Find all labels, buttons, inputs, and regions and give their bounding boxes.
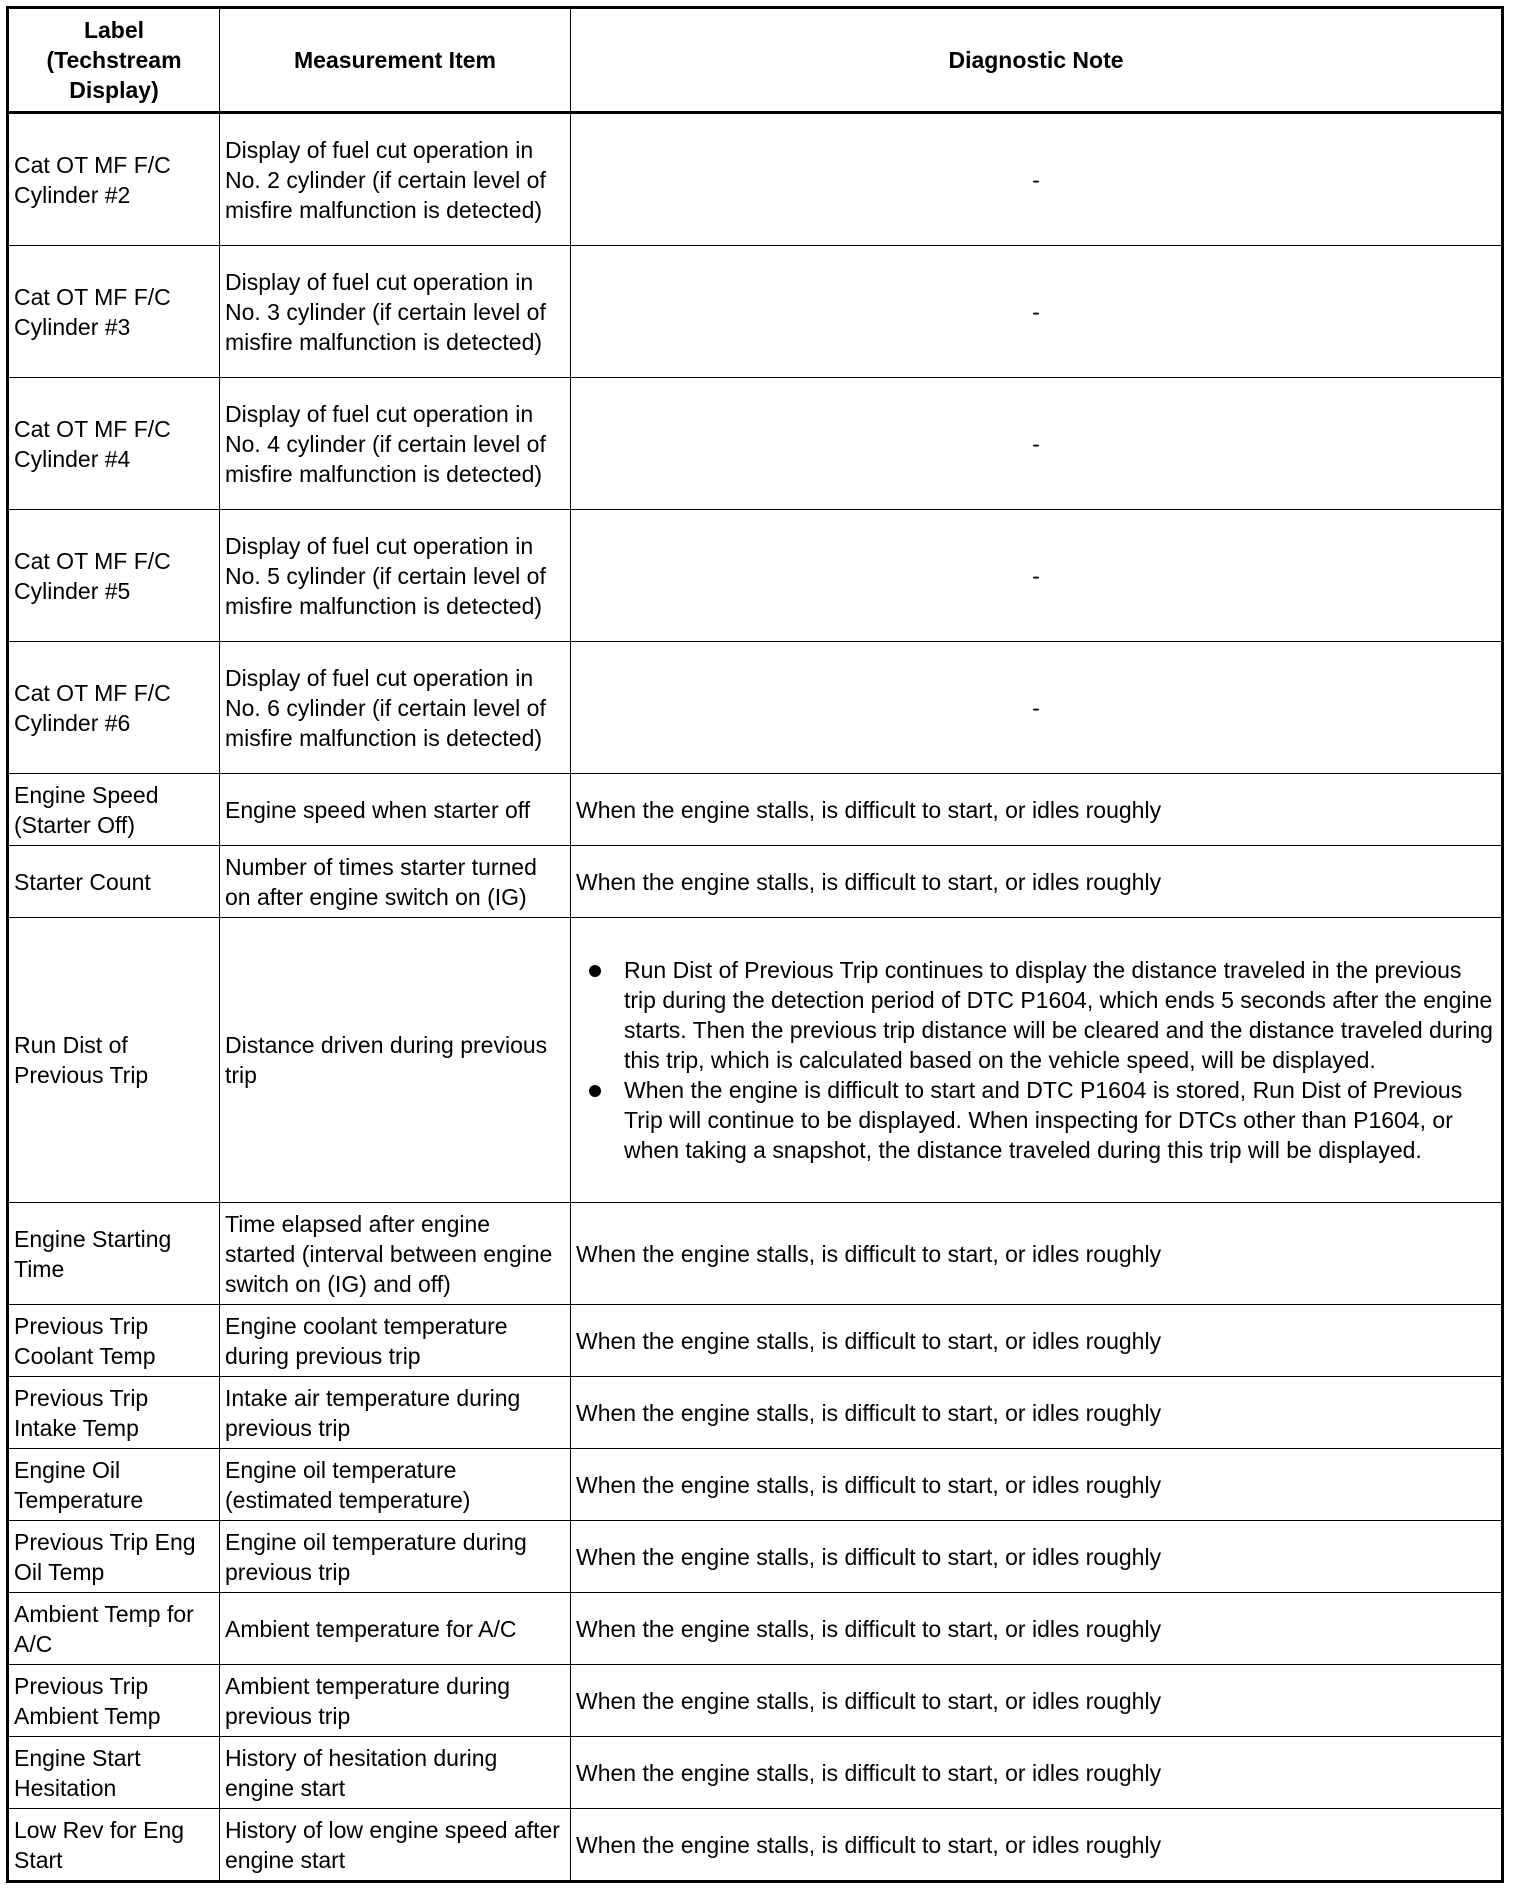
label-cell: Engine Start Hesitation — [8, 1737, 220, 1809]
measurement-item-cell: Display of fuel cut operation in No. 5 cylinder (if certain level of misfire malfunction is detected) — [220, 510, 571, 642]
table-row — [8, 642, 1503, 774]
diagnostic-note-cell: When the engine stalls, is difficult to start, or idles roughly — [571, 774, 1503, 846]
note-list — [576, 955, 1496, 1165]
diagnostic-note-cell: - — [571, 642, 1503, 774]
measurement-item-cell: Ambient temperature during previous trip — [220, 1665, 571, 1737]
table-row — [8, 918, 1503, 1203]
label-cell: Cat OT MF F/C Cylinder #4 — [8, 378, 220, 510]
diagnostic-note-cell: When the engine stalls, is difficult to start, or idles roughly — [571, 1377, 1503, 1449]
label-cell: Cat OT MF F/C Cylinder #5 — [8, 510, 220, 642]
measurement-item-cell: Display of fuel cut operation in No. 2 cylinder (if certain level of misfire malfunction is detected) — [220, 113, 571, 246]
label-cell: Run Dist of Previous Trip — [8, 918, 220, 1203]
label-cell: Engine Oil Temperature — [8, 1449, 220, 1521]
label-cell: Cat OT MF F/C Cylinder #6 — [8, 642, 220, 774]
label-cell: Cat OT MF F/C Cylinder #2 — [8, 113, 220, 246]
diagnostic-note-cell: - — [571, 113, 1503, 246]
measurement-item-cell: Intake air temperature during previous trip — [220, 1377, 571, 1449]
diagnostic-note-cell: When the engine stalls, is difficult to start, or idles roughly — [571, 1203, 1503, 1305]
measurement-item-cell: Display of fuel cut operation in No. 6 cylinder (if certain level of misfire malfunction is detected) — [220, 642, 571, 774]
header-label: Label (Techstream Display) — [8, 8, 220, 113]
table-row — [8, 1665, 1503, 1737]
table-row — [8, 774, 1503, 846]
measurement-item-cell: History of hesitation during engine start — [220, 1737, 571, 1809]
label-cell: Ambient Temp for A/C — [8, 1593, 220, 1665]
label-cell: Previous Trip Eng Oil Temp — [8, 1521, 220, 1593]
diagnostic-note-cell — [571, 918, 1503, 1203]
header-measurement-item: Measurement Item — [220, 8, 571, 113]
measurement-item-cell: Display of fuel cut operation in No. 4 cylinder (if certain level of misfire malfunction is detected) — [220, 378, 571, 510]
diagnostic-note-cell: When the engine stalls, is difficult to start, or idles roughly — [571, 1449, 1503, 1521]
label-cell: Cat OT MF F/C Cylinder #3 — [8, 246, 220, 378]
label-cell: Starter Count — [8, 846, 220, 918]
note-bullet: Run Dist of Previous Trip continues to display the distance traveled in the previous trip during the detection period of DTC P1604, which ends 5 seconds after the engine starts. Then the previous trip distance will be cleared and the distance traveled during this trip, which is calculated based on the vehicle speed, will be displayed. — [624, 955, 1496, 1075]
label-cell: Engine Starting Time — [8, 1203, 220, 1305]
measurement-item-cell: Engine oil temperature (estimated temperature) — [220, 1449, 571, 1521]
measurement-item-cell: Engine oil temperature during previous trip — [220, 1521, 571, 1593]
diagnostic-note-cell: When the engine stalls, is difficult to start, or idles roughly — [571, 1593, 1503, 1665]
table-row — [8, 846, 1503, 918]
table-row — [8, 1593, 1503, 1665]
measurement-item-cell: Engine coolant temperature during previous trip — [220, 1305, 571, 1377]
diagnostic-note-cell: - — [571, 246, 1503, 378]
label-cell: Previous Trip Intake Temp — [8, 1377, 220, 1449]
diagnostic-note-cell: When the engine stalls, is difficult to start, or idles roughly — [571, 846, 1503, 918]
measurement-item-cell: Ambient temperature for A/C — [220, 1593, 571, 1665]
data-monitor-table — [6, 6, 1504, 1883]
note-bullet: When the engine is difficult to start and DTC P1604 is stored, Run Dist of Previous Trip will continue to be displayed. When inspecting for DTCs other than P1604, or when taking a snapshot, the distance traveled during this trip will be displayed. — [624, 1075, 1496, 1165]
measurement-item-cell: History of low engine speed after engine start — [220, 1809, 571, 1882]
diagnostic-note-cell: When the engine stalls, is difficult to start, or idles roughly — [571, 1809, 1503, 1882]
table-row — [8, 1305, 1503, 1377]
label-cell: Previous Trip Ambient Temp — [8, 1665, 220, 1737]
table-row — [8, 1809, 1503, 1882]
label-cell: Low Rev for Eng Start — [8, 1809, 220, 1882]
label-cell: Engine Speed (Starter Off) — [8, 774, 220, 846]
diagnostic-note-cell: - — [571, 378, 1503, 510]
table-row — [8, 1737, 1503, 1809]
diagnostic-note-cell: When the engine stalls, is difficult to start, or idles roughly — [571, 1737, 1503, 1809]
table-row — [8, 1449, 1503, 1521]
table-row — [8, 1377, 1503, 1449]
table-row — [8, 246, 1503, 378]
table-row — [8, 113, 1503, 246]
table-row — [8, 510, 1503, 642]
measurement-item-cell: Display of fuel cut operation in No. 3 cylinder (if certain level of misfire malfunction is detected) — [220, 246, 571, 378]
diagnostic-note-cell: When the engine stalls, is difficult to start, or idles roughly — [571, 1521, 1503, 1593]
table-row — [8, 378, 1503, 510]
table-row — [8, 1521, 1503, 1593]
label-cell: Previous Trip Coolant Temp — [8, 1305, 220, 1377]
table-row — [8, 1203, 1503, 1305]
measurement-item-cell: Distance driven during previous trip — [220, 918, 571, 1203]
header-row — [8, 8, 1503, 113]
diagnostic-note-cell: When the engine stalls, is difficult to start, or idles roughly — [571, 1305, 1503, 1377]
diagnostic-note-cell: When the engine stalls, is difficult to start, or idles roughly — [571, 1665, 1503, 1737]
measurement-item-cell: Time elapsed after engine started (interval between engine switch on (IG) and off) — [220, 1203, 571, 1305]
diagnostic-note-cell: - — [571, 510, 1503, 642]
measurement-item-cell: Number of times starter turned on after engine switch on (IG) — [220, 846, 571, 918]
measurement-item-cell: Engine speed when starter off — [220, 774, 571, 846]
header-diagnostic-note: Diagnostic Note — [571, 8, 1503, 113]
